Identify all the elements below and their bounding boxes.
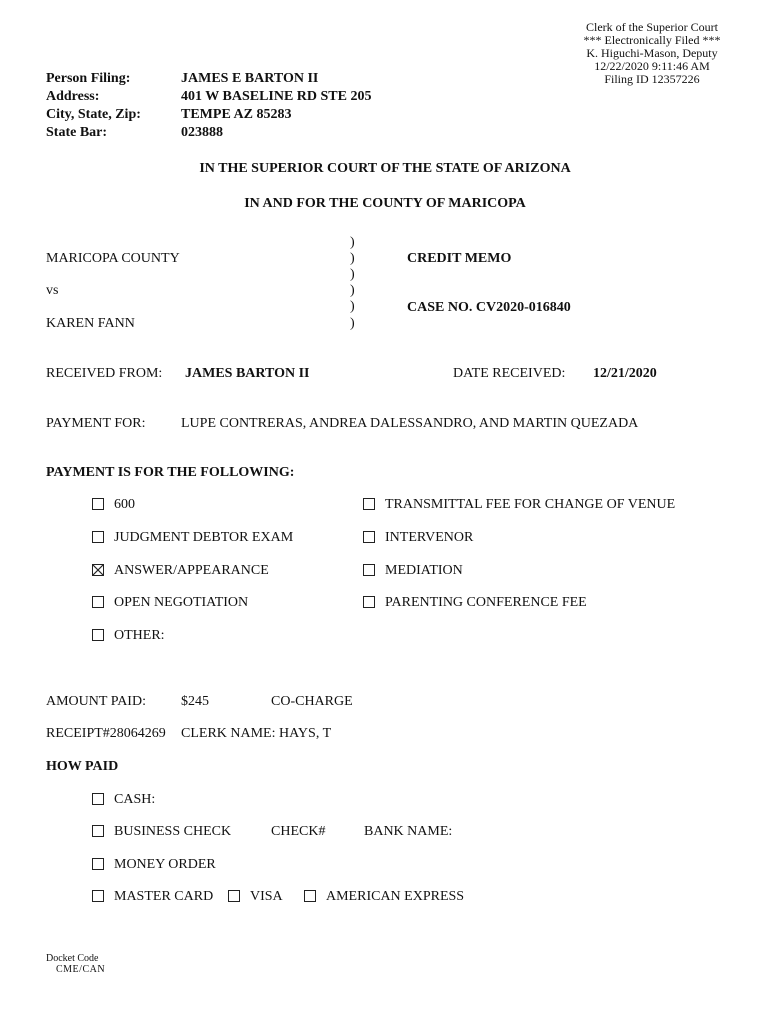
item-label-open-negotiation: OPEN NEGOTIATION: [114, 595, 249, 610]
received-from-label: RECEIVED FROM:: [46, 366, 163, 381]
item-label-answer-appearance: ANSWER/APPEARANCE: [114, 563, 269, 578]
amount-paid-value: $245: [181, 694, 209, 709]
item-label-intervenor: INTERVENOR: [385, 530, 474, 545]
stamp-line-5: Filing ID 12357226: [604, 72, 700, 86]
received-from-value: JAMES BARTON II: [185, 366, 310, 381]
court-heading: IN THE SUPERIOR COURT OF THE STATE OF ARIZONA: [199, 161, 571, 176]
checkbox-open-negotiation[interactable]: [92, 596, 104, 608]
address-value: 401 W BASELINE RD STE 205: [181, 89, 372, 104]
clerk-name: CLERK NAME: HAYS, T: [181, 726, 332, 741]
caption-paren: ): [350, 299, 355, 314]
clerk-filing-stamp: [572, 21, 732, 86]
checkbox-transmittal-fee[interactable]: [363, 498, 375, 510]
caption-paren: ): [350, 267, 355, 282]
checkbox-american-express[interactable]: [304, 890, 316, 902]
county-heading: IN AND FOR THE COUNTY OF MARICOPA: [244, 196, 526, 211]
bank-name-label: BANK NAME:: [364, 824, 453, 839]
master-card-label: MASTER CARD: [114, 889, 214, 904]
payment-items-heading: PAYMENT IS FOR THE FOLLOWING:: [46, 465, 295, 480]
person-filing-label: Person Filing:: [46, 71, 131, 86]
checkbox-visa[interactable]: [228, 890, 240, 902]
checkbox-parenting-conference-fee[interactable]: [363, 596, 375, 608]
item-label-mediation: MEDIATION: [385, 563, 463, 578]
case-number: CASE NO. CV2020-016840: [407, 300, 571, 315]
item-label-other: OTHER:: [114, 628, 165, 643]
item-label-parenting-conference-fee: PARENTING CONFERENCE FEE: [385, 595, 587, 610]
checkbox-cash[interactable]: [92, 793, 104, 805]
checkbox-money-order[interactable]: [92, 858, 104, 870]
defendant-name: KAREN FANN: [46, 316, 135, 331]
date-received-value: 12/21/2020: [593, 366, 657, 381]
cash-label: CASH:: [114, 792, 156, 807]
american-express-label: AMERICAN EXPRESS: [326, 889, 465, 904]
co-charge-label: CO-CHARGE: [271, 694, 353, 709]
how-paid-heading: HOW PAID: [46, 759, 119, 774]
item-label-judgment-debtor-exam: JUDGMENT DEBTOR EXAM: [114, 530, 294, 545]
city-state-zip-value: TEMPE AZ 85283: [181, 107, 292, 122]
checkbox-business-check[interactable]: [92, 825, 104, 837]
address-label: Address:: [46, 89, 100, 104]
checkbox-answer-appearance[interactable]: [92, 564, 104, 576]
checkbox-mediation[interactable]: [363, 564, 375, 576]
caption-paren: ): [350, 316, 355, 331]
caption-paren: ): [350, 251, 355, 266]
payment-for-value: LUPE CONTRERAS, ANDREA DALESSANDRO, AND MARTIN QUEZADA: [181, 416, 639, 431]
person-filing-value: JAMES E BARTON II: [181, 71, 319, 86]
business-check-label: BUSINESS CHECK: [114, 824, 232, 839]
caption-paren: ): [350, 235, 355, 250]
docket-code-label: Docket Code: [46, 953, 99, 964]
docket-code-value: CME/CAN: [56, 964, 106, 975]
payment-for-label: PAYMENT FOR:: [46, 416, 146, 431]
item-label-600: 600: [114, 497, 135, 512]
item-label-transmittal-fee: TRANSMITTAL FEE FOR CHANGE OF VENUE: [385, 497, 676, 512]
docket-code-block: [46, 953, 105, 975]
document-title: CREDIT MEMO: [407, 251, 512, 266]
state-bar-label: State Bar:: [46, 125, 108, 140]
check-number-label: CHECK#: [271, 824, 326, 839]
city-state-zip-label: City, State, Zip:: [46, 107, 141, 122]
stamp-line-1: Clerk of the Superior Court: [586, 20, 718, 34]
checkbox-judgment-debtor-exam[interactable]: [92, 531, 104, 543]
state-bar-value: 023888: [181, 125, 223, 140]
stamp-line-3: K. Higuchi-Mason, Deputy: [586, 46, 718, 60]
checkbox-600[interactable]: [92, 498, 104, 510]
plaintiff-name: MARICOPA COUNTY: [46, 251, 180, 266]
checkbox-intervenor[interactable]: [363, 531, 375, 543]
visa-label: VISA: [250, 889, 283, 904]
caption-paren: ): [350, 283, 355, 298]
checkbox-master-card[interactable]: [92, 890, 104, 902]
stamp-line-4: 12/22/2020 9:11:46 AM: [594, 59, 710, 73]
versus-label: vs: [46, 283, 59, 298]
money-order-label: MONEY ORDER: [114, 857, 216, 872]
stamp-line-2: *** Electronically Filed ***: [583, 33, 721, 47]
amount-paid-label: AMOUNT PAID:: [46, 694, 146, 709]
checkbox-other[interactable]: [92, 629, 104, 641]
receipt-number: RECEIPT#28064269: [46, 726, 166, 741]
date-received-label: DATE RECEIVED:: [453, 366, 566, 381]
